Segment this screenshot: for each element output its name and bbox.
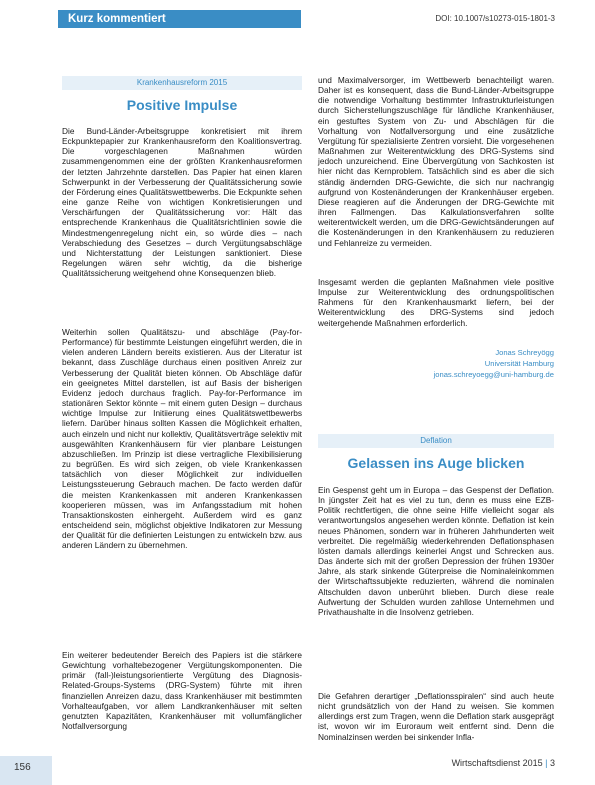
author-email[interactable]: jonas.schreyoegg@uni-hamburg.de <box>433 370 554 379</box>
paragraph: Die Gefahren derartiger „Deflationsspiralen“ sind auch heute nicht grundsätzlich von der Hand zu weisen. Sie kommen allerdings erst zum Tragen, wenn die Deflation stark ausgeprägt ist, wovon wir im Euroraum weit entfernt sind. Denn die Nominalzinsen werden bei sinkender Infla- <box>318 691 554 742</box>
section-label: Deflation <box>420 436 452 445</box>
page-header <box>0 0 595 32</box>
section-label-box <box>318 434 554 448</box>
article-title: Positive Impulse <box>126 97 238 113</box>
doi-text: DOI: 10.1007/s10273-015-1801-3 <box>435 14 555 23</box>
section-label-box <box>62 76 302 90</box>
issue-number: 3 <box>549 758 555 768</box>
paragraph: Insgesamt werden die geplanten Maßnahmen viele positive Impulse zur Weiterentwicklung des ordnungspolitischen Rahmens für den Krankenhausmarkt liefern, bei der Weiterentwicklung des DRG-Systems sind jedoch weitergehende Maßnahmen erforderlich. <box>318 277 554 328</box>
article-title: Gelassen ins Auge blicken <box>347 455 525 471</box>
page-number: 156 <box>14 762 31 773</box>
author-affiliation: Universität Hamburg <box>484 359 554 368</box>
section-title: Kurz kommentiert <box>68 13 166 25</box>
footer-separator: | <box>545 758 548 768</box>
paragraph: Die Bund-Länder-Arbeitsgruppe konkretisiert mit ihrem Eckpunktepapier zur Krankenhausreform den Koalitionsvertrag. Die vorgeschlagenen Maßnahmen würden zusammengenommen eine der größten Krankenhausreformen der letzten Jahrzehnte darstellen. Das Papier hat einen klaren Schwerpunkt in der Verbesserung der Qualitätssicherung sowie der Förderung eines Qualitätswettbewerbs. Die Eckpunkte sehen eine ganze Reihe von wichtigen Konkretisierungen und Verschärfungen der Qualitätssicherung vor: Hält das entsprechende Krankenhaus die Qualitätsrichtlinien sowie die Mindestmengenregelung nicht ein, so würde dies – nach Verabschiedung des Gesetzes – durch Vergütungsabschläge und Nichterstattung der Leistungen sanktioniert. Diese Regelungen wären sehr wichtig, da die bisherige Qualitätssicherung weitgehend ohne Konsequenzen blieb. <box>62 126 302 279</box>
paragraph: Weiterhin sollen Qualitätszu- und abschläge (Pay-for-Performance) für bestimmte Leistungen eingeführt werden, die in vielen anderen Ländern bereits existieren. Aus der Literatur ist bekannt, dass Zuschläge durchaus einen positiven Anreiz zur Verbesserung der Qualität bieten können. Ob Abschläge dafür ein geeignetes Mittel darstellen, ist auf Basis der bisherigen Evidenz jedoch durchaus fraglich. Pay-for-Performance im stationären Sektor könnte – mit einem guten Design – durchaus wichtige Impulse zur Initiierung eines Qualitätswettbewerbs liefern. Darüber hinaus sollten Kassen die Möglichkeit erhalten, auch einzeln und nicht nur kollektiv, Qualitätsverträge selektiv mit ausgewählten Krankenhäusern für vier planbare Leistungen abzuschließen. Im Prinzip ist diese vertragliche Flexibilisierung zu begrüßen. Es wird sich zeigen, ob viele Krankenkassen tatsächlich von dieser Möglichkeit zur individuellen Leistungssteuerung Gebrauch machen. De facto werden dafür die meisten Krankenkassen mit anderen Krankenkassen kooperieren müssen, was im Anfangsstadium mit hohen Transaktionskosten einhergeht. Außerdem wird es ganz entscheidend sein, möglichst objektive Indikatoren zur Messung der Qualität für die definierten Leistungen zu entwickeln bzw. aus anderen Ländern zu übernehmen. <box>62 327 302 551</box>
author-name: Jonas Schreyögg <box>495 348 554 357</box>
paragraph: Ein Gespenst geht um in Europa – das Gespenst der Deflation. In jüngster Zeit hat es viel zu tun, denn es muss eine EZB-Politik rechtfertigen, die ohne seine Hilfe vielleicht sogar als verantwortungslos angesehen werden könnte. Deflation ist kein neues Phänomen, sondern war in früheren Jahrhunderten weit verbreitet. Die regelmäßig wiederkehrenden Deflationsphasen lösten damals allerdings keinerlei Angst und Schrecken aus. Das änderte sich mit der großen Depression der frühen 1930er Jahre, als stark sinkende Güterpreise die Nominaleinkommen der Wirtschaftssubjekte reduzierten, während die nominalen Altschulden davon unberührt blieben. Durch diese reale Aufwertung der Schulden wurden zahllose Unternehmen und Privathaushalte in die Insolvenz getrieben. <box>318 485 554 617</box>
journal-name: Wirtschaftsdienst 2015 <box>451 758 543 768</box>
section-label: Krankenhausreform 2015 <box>136 78 228 87</box>
paragraph: Ein weiterer bedeutender Bereich des Papiers ist die stärkere Gewichtung vorhaltebezogener Vergütungskomponenten. Die primär (fall-)leistungsorientierte Vergütung des Diagnosis-Related-Groups-Systems (DRG-System) führte mit ihren finanziellen Anreizen dazu, dass Krankenhäuser mit bestimmten Vorhalteaufgaben, vor allem Landkrankenhäuser mit selten genutzten Kapazitäten, Krankenhäuser mit vollumfänglicher Notfallversorgung <box>62 650 302 732</box>
paragraph: und Maximalversorger, im Wettbewerb benachteiligt waren. Daher ist es konsequent, dass die Bund-Länder-Arbeitsgruppe die notwendige Vorhaltung bestimmter Infrastrukturleistungen durch Sicherstellungszuschläge für ländliche Krankenhäuser, ein gestuftes System von Zu- und Abschlägen für die Vorhaltung von Notfallversorgung und eine zusätzliche Vergütung für spezialisierte Zentren vorsieht. Die vorgesehenen Maßnahmen zur Weiterentwicklung des DRG-Systems sind jedoch unzureichend. Eine Übervergütung von Sachkosten ist hier nicht das Kernproblem. Tatsächlich sind es aber die sich ständig ändernden DRG-Gewichte, die sich nur nachrangig aufgrund von Kostenänderungen der Krankenhäuser ergeben. Diese reagieren auf die Änderungen der DRG-Gewichte mit ihren Fallmengen. Das Kalkulationsverfahren sollte weiterentwickelt werden, um die DRG-Gewichtsänderungen auf die Kostenänderungen in den Krankenhäusern zu reduzieren und Fehlanreize zu vermeiden. <box>318 75 554 248</box>
journal-footer <box>452 758 555 768</box>
